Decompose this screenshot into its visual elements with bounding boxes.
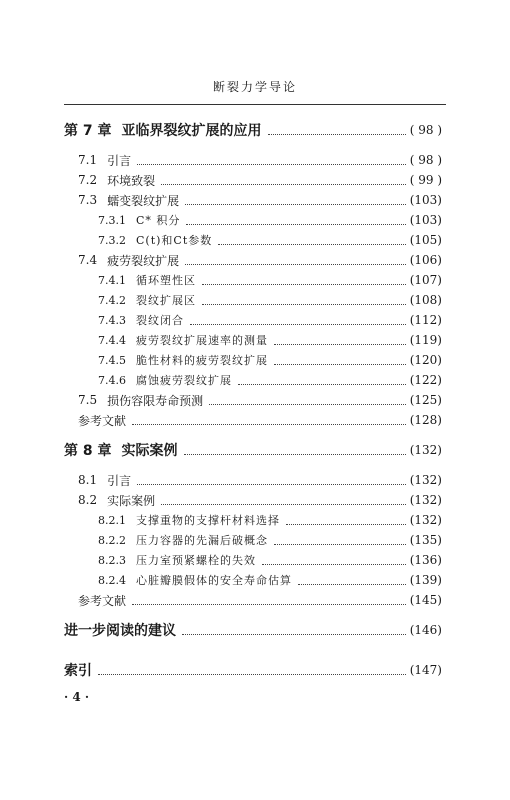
toc-entry-title: 压力容器的先漏后破概念 bbox=[136, 534, 268, 547]
toc-entry-title: 腐蚀疲劳裂纹扩展 bbox=[136, 374, 232, 387]
toc-entry-number: 8.2.3 bbox=[98, 553, 126, 567]
toc-entry-title: 损伤容限寿命预测 bbox=[107, 393, 204, 408]
dot-leader bbox=[186, 224, 405, 225]
page-number: · 4 · bbox=[64, 690, 90, 704]
toc-entry-number: 7.5 bbox=[78, 393, 98, 407]
toc-entry-number: 7.4.6 bbox=[98, 373, 126, 387]
toc-entry-title: 疲劳裂纹扩展 bbox=[107, 253, 180, 268]
toc-entry-title: 亚临界裂纹扩展的应用 bbox=[121, 123, 262, 139]
toc-entry-title: 蠕变裂纹扩展 bbox=[107, 193, 180, 208]
toc-entry[interactable] bbox=[0, 370, 510, 390]
toc-entry[interactable] bbox=[0, 390, 510, 410]
header-rule bbox=[64, 104, 446, 105]
toc-entry-page: (136) bbox=[409, 553, 442, 567]
toc-entry-page: (120) bbox=[409, 353, 442, 367]
toc-entry-page: (132) bbox=[409, 473, 442, 487]
toc-entry[interactable] bbox=[0, 410, 510, 430]
toc-entry-title: 压力室预紧螺栓的失效 bbox=[136, 554, 256, 567]
toc-entry-page: ( 99 ) bbox=[409, 173, 442, 187]
toc-entry[interactable] bbox=[0, 330, 510, 350]
dot-leader bbox=[132, 424, 406, 425]
toc-entry[interactable] bbox=[0, 170, 510, 190]
toc-entry[interactable] bbox=[0, 290, 510, 310]
toc-entry-title: 参考文献 bbox=[78, 413, 127, 428]
toc-entry-title: 实际案例 bbox=[121, 443, 178, 459]
toc-entry-page: ( 98 ) bbox=[409, 153, 442, 167]
dot-leader bbox=[218, 244, 405, 245]
toc-entry-page: (105) bbox=[409, 233, 442, 247]
toc-entry-number: 7.1 bbox=[78, 153, 98, 167]
toc-entry-number: 第 7 章 bbox=[64, 123, 112, 139]
toc-entry[interactable] bbox=[0, 120, 510, 140]
dot-leader bbox=[185, 204, 406, 205]
toc-entry-title: 脆性材料的疲劳裂纹扩展 bbox=[136, 354, 268, 367]
toc-entry-title: 裂纹闭合 bbox=[136, 314, 184, 327]
dot-leader bbox=[190, 324, 406, 325]
toc-entry-page: (103) bbox=[409, 193, 442, 207]
toc-entry-title: 引言 bbox=[107, 473, 132, 488]
toc-entry[interactable] bbox=[0, 310, 510, 330]
toc-entry[interactable] bbox=[0, 270, 510, 290]
toc-entry-page: (132) bbox=[409, 493, 442, 507]
toc-entry-number: 7.3.1 bbox=[98, 213, 126, 227]
toc-entry-number: 7.3.2 bbox=[98, 233, 126, 247]
toc-entry-title: 疲劳裂纹扩展速率的测量 bbox=[136, 334, 268, 347]
toc-entry-page: (122) bbox=[409, 373, 442, 387]
toc-entry-number: 8.2 bbox=[78, 493, 98, 507]
toc-entry-title: 循环塑性区 bbox=[136, 274, 196, 287]
toc-entry[interactable] bbox=[0, 440, 510, 460]
dot-leader bbox=[202, 304, 406, 305]
dot-leader bbox=[238, 384, 406, 385]
dot-leader bbox=[274, 344, 406, 345]
toc-entry-page: (145) bbox=[409, 593, 442, 607]
dot-leader bbox=[137, 484, 406, 485]
toc-entry-number: 7.3 bbox=[78, 193, 98, 207]
toc-entry[interactable] bbox=[0, 470, 510, 490]
toc-entry-title: 索引 bbox=[64, 663, 92, 679]
dot-leader bbox=[286, 524, 406, 525]
toc-entry-number: 7.4.5 bbox=[98, 353, 126, 367]
toc-entry-title: 参考文献 bbox=[78, 593, 127, 608]
dot-leader bbox=[202, 284, 406, 285]
toc-entry-title: 引言 bbox=[107, 153, 132, 168]
toc-entry-number: 7.4.3 bbox=[98, 313, 126, 327]
dot-leader bbox=[182, 634, 406, 635]
toc-entry-title: 裂纹扩展区 bbox=[136, 294, 196, 307]
toc-entry[interactable] bbox=[0, 510, 510, 530]
toc-entry-page: (103) bbox=[409, 213, 442, 227]
running-header: 断裂力学导论 bbox=[212, 80, 297, 94]
toc-entry-title: 环境致裂 bbox=[107, 173, 156, 188]
toc-entry-number: 7.4.2 bbox=[98, 293, 126, 307]
toc-entry-number: 第 8 章 bbox=[64, 443, 112, 459]
toc-entry-number: 8.1 bbox=[78, 473, 98, 487]
dot-leader bbox=[298, 584, 406, 585]
toc-entry-page: (125) bbox=[409, 393, 442, 407]
toc-entry[interactable] bbox=[0, 550, 510, 570]
toc-entry-title: 实际案例 bbox=[107, 493, 156, 508]
toc-entry-number: 8.2.4 bbox=[98, 573, 126, 587]
dot-leader bbox=[161, 184, 406, 185]
toc-entry-page: (139) bbox=[409, 573, 442, 587]
toc-entry[interactable] bbox=[0, 350, 510, 370]
dot-leader bbox=[184, 454, 406, 455]
toc-entry-page: (106) bbox=[409, 253, 442, 267]
toc-entry-page: (128) bbox=[409, 413, 442, 427]
toc-entry[interactable] bbox=[0, 530, 510, 550]
toc-entry-page: (112) bbox=[409, 313, 442, 327]
toc-entry-page: (135) bbox=[409, 533, 442, 547]
toc-entry[interactable] bbox=[0, 660, 510, 680]
toc-entry[interactable] bbox=[0, 150, 510, 170]
dot-leader bbox=[185, 264, 406, 265]
toc-entry[interactable] bbox=[0, 620, 510, 640]
toc-entry-page: (108) bbox=[409, 293, 442, 307]
toc-entry-number: 7.2 bbox=[78, 173, 98, 187]
toc-entry-number: 7.4.1 bbox=[98, 273, 126, 287]
toc-entry[interactable] bbox=[0, 590, 510, 610]
toc-entry[interactable] bbox=[0, 250, 510, 270]
toc-entry[interactable] bbox=[0, 490, 510, 510]
toc-entry[interactable] bbox=[0, 570, 510, 590]
toc-entry-page: (146) bbox=[409, 623, 442, 637]
toc-entry-title: 进一步阅读的建议 bbox=[64, 623, 176, 639]
dot-leader bbox=[274, 364, 406, 365]
toc-entry-page: (147) bbox=[409, 663, 442, 677]
toc-entry-number: 7.4 bbox=[78, 253, 98, 267]
toc-entry-number: 7.4.4 bbox=[98, 333, 126, 347]
toc-entry[interactable] bbox=[0, 190, 510, 210]
toc-entry-title: 支撑重物的支撑杆材料选择 bbox=[136, 514, 280, 527]
toc-entry[interactable] bbox=[0, 230, 510, 250]
dot-leader bbox=[98, 674, 406, 675]
toc-entry-page: (107) bbox=[409, 273, 442, 287]
dot-leader bbox=[161, 504, 406, 505]
dot-leader bbox=[132, 604, 406, 605]
dot-leader bbox=[209, 404, 406, 405]
dot-leader bbox=[274, 544, 406, 545]
toc-entry-number: 8.2.1 bbox=[98, 513, 126, 527]
toc-entry-number: 8.2.2 bbox=[98, 533, 126, 547]
toc-entry-page: ( 98 ) bbox=[409, 123, 442, 137]
toc-entry-page: (132) bbox=[409, 443, 442, 457]
dot-leader bbox=[137, 164, 406, 165]
toc-entry-title: C(t)和Ct参数 bbox=[136, 234, 213, 247]
toc-entry[interactable] bbox=[0, 210, 510, 230]
toc-entry-page: (119) bbox=[409, 333, 442, 347]
toc-entry-page: (132) bbox=[409, 513, 442, 527]
toc-entry-title: 心脏瓣膜假体的安全寿命估算 bbox=[136, 574, 292, 587]
dot-leader bbox=[268, 134, 406, 135]
toc-entry-title: C* 积分 bbox=[136, 214, 181, 227]
dot-leader bbox=[262, 564, 406, 565]
